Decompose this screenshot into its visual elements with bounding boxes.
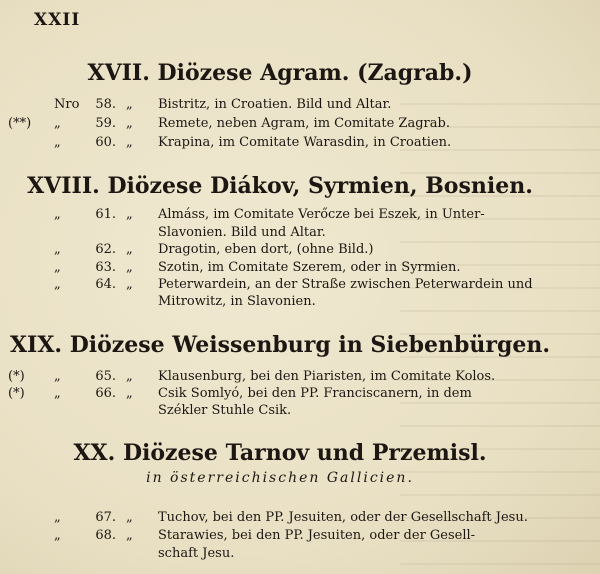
entry-text: Csik Somlyó, bei den PP. Franciscanern, in dem	[158, 386, 472, 401]
entry-row	[0, 259, 560, 277]
entry-prefix: „	[54, 242, 61, 257]
entry-number: 60.	[95, 135, 116, 150]
entry-ditto: „	[126, 369, 133, 384]
page-number: XXII	[34, 10, 81, 30]
entry-ditto: „	[126, 135, 133, 150]
entry-number: 64.	[95, 277, 116, 292]
entry-mark: (*)	[8, 369, 25, 384]
entry-prefix: „	[54, 207, 61, 222]
entry-text: Krapina, im Comitate Warasdin, in Croatien.	[158, 135, 452, 150]
entry-ditto: „	[126, 277, 133, 292]
entry-continuation: schaft Jesu.	[158, 546, 235, 561]
entry-number: 67.	[95, 510, 116, 525]
entry-row	[0, 276, 560, 294]
entry-ditto: „	[126, 510, 133, 525]
entry-number: 59.	[95, 116, 116, 131]
section-heading: XVIII. Diözese Diákov, Syrmien, Bosnien.	[27, 173, 533, 199]
entry-text: Remete, neben Agram, im Comitate Zagrab.	[158, 116, 450, 131]
section-heading: XIX. Diözese Weissenburg in Siebenbürgen.	[9, 332, 551, 358]
entry-text: Almáss, im Comitate Verőcze bei Eszek, in Unter-	[158, 207, 485, 222]
entry-text: Szotin, im Comitate Szerem, oder in Syrmien.	[158, 260, 461, 275]
entry-mark: (**)	[8, 116, 32, 131]
entry-row	[0, 206, 560, 224]
entry-row	[0, 96, 560, 114]
entry-row	[0, 527, 560, 545]
entry-continuation: Slavonien. Bild und Altar.	[158, 225, 326, 240]
entry-prefix: „	[54, 528, 61, 543]
entry-text: Peterwardein, an der Straße zwischen Peterwardein und	[158, 277, 533, 292]
entry-prefix: „	[54, 510, 61, 525]
entry-continuation: Mitrowitz, in Slavonien.	[158, 294, 316, 309]
entry-row	[0, 368, 560, 386]
entry-ditto: „	[126, 260, 133, 275]
section-heading: XX. Diözese Tarnov und Przemisl.	[73, 440, 487, 466]
entry-number: 62.	[95, 242, 116, 257]
entry-row	[0, 509, 560, 527]
entry-row	[0, 385, 560, 403]
entry-ditto: „	[126, 97, 133, 112]
bleed-through	[400, 95, 600, 565]
entry-prefix: „	[54, 135, 61, 150]
entry-number: 58.	[95, 97, 116, 112]
entry-ditto: „	[126, 386, 133, 401]
entry-continuation: Székler Stuhle Csik.	[158, 403, 292, 418]
entry-number: 66.	[95, 386, 116, 401]
entry-text: Starawies, bei den PP. Jesuiten, oder der Gesell-	[158, 528, 476, 543]
entry-number: 65.	[95, 369, 116, 384]
entry-mark: (*)	[8, 386, 25, 401]
entry-prefix: „	[54, 386, 61, 401]
entry-prefix: „	[54, 116, 61, 131]
entry-row	[0, 115, 560, 133]
entry-prefix: „	[54, 260, 61, 275]
entry-ditto: „	[126, 116, 133, 131]
entry-text: Dragotin, eben dort, (ohne Bild.)	[158, 242, 374, 257]
entry-text: Bistritz, in Croatien. Bild und Altar.	[158, 97, 392, 112]
entry-prefix: „	[54, 369, 61, 384]
entry-ditto: „	[126, 207, 133, 222]
entry-number: 61.	[95, 207, 116, 222]
entry-text: Tuchov, bei den PP. Jesuiten, oder der Gesellschaft Jesu.	[158, 510, 528, 525]
entry-row	[0, 241, 560, 259]
entry-ditto: „	[126, 528, 133, 543]
entry-number: 68.	[95, 528, 116, 543]
entry-prefix: „	[54, 277, 61, 292]
entry-prefix: Nro	[54, 97, 80, 112]
section-subheading: in österreichischen Gallicien.	[146, 470, 414, 486]
section-heading: XVII. Diözese Agram. (Zagrab.)	[87, 60, 473, 86]
entry-row	[0, 134, 560, 152]
entry-ditto: „	[126, 242, 133, 257]
entry-text: Klausenburg, bei den Piaristen, im Comitate Kolos.	[158, 369, 496, 384]
entry-number: 63.	[95, 260, 116, 275]
